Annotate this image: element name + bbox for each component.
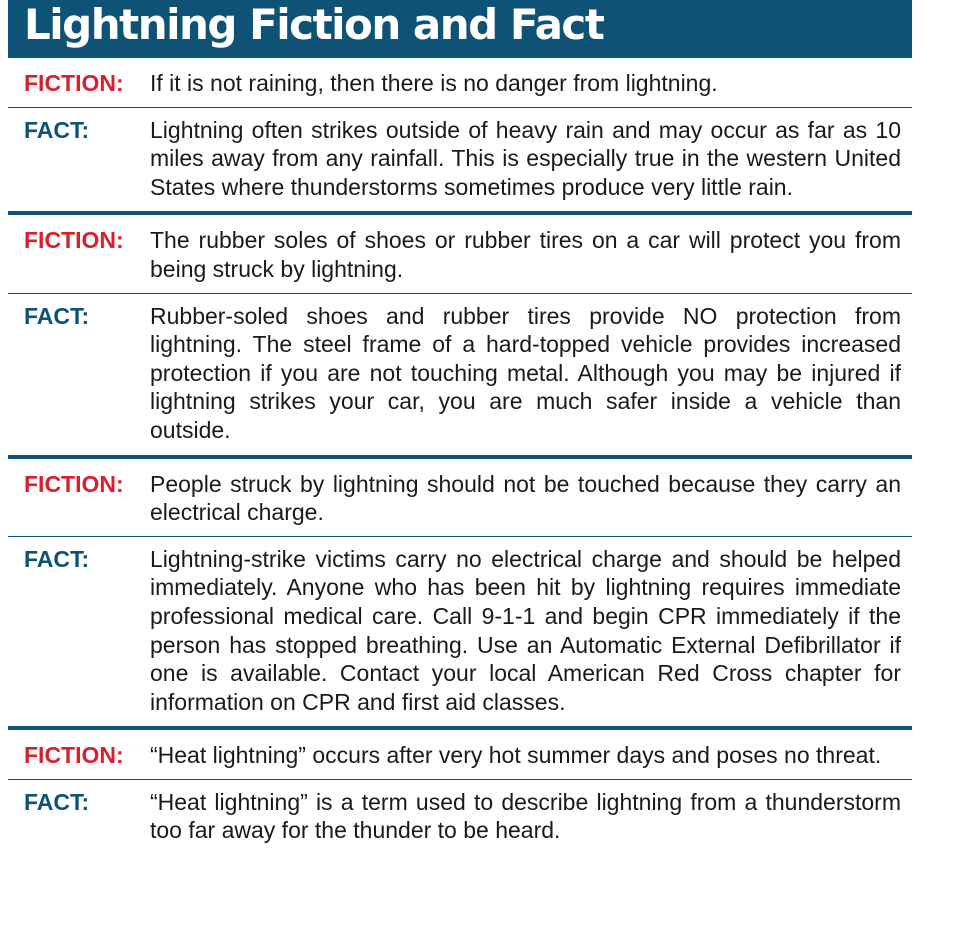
fiction-text: The rubber soles of shoes or rubber tires on a car will protect you from being struck by lightning. <box>150 227 901 282</box>
fact-label: FACT: <box>24 788 90 815</box>
fiction-row-3 <box>8 459 912 536</box>
fact-label: FACT: <box>24 302 90 329</box>
fiction-fact-list <box>8 58 912 855</box>
fact-label: FACT: <box>24 116 90 143</box>
fiction-row-4 <box>8 730 912 779</box>
fact-text: Rubber-soled shoes and rubber tires provide NO protection from lightning. The steel frame of a hard-topped vehicle provides increased protection if you are not touching metal. Although you may be injured if lightning strikes your car, you are much safer inside a vehicle than outside. <box>150 302 901 443</box>
fiction-label: FICTION: <box>24 70 124 96</box>
fact-text: Lightning-strike victims carry no electrical charge and should be helped immediately. Anyone who has been hit by lightning requires immediate professional medical care. Call 9-1-1 and begin CPR immediately if the person has stopped breathing. Use an Automatic External Defibrillator if one is available. Contact your local American Red Cross chapter for information on CPR and first aid classes. <box>150 545 901 715</box>
fiction-label: FICTION: <box>24 227 124 254</box>
title-banner <box>8 0 912 58</box>
fiction-label: FICTION: <box>24 470 124 497</box>
fiction-text: If it is not raining, then there is no danger from lightning. <box>150 70 718 96</box>
fact-row-3 <box>8 537 912 727</box>
fiction-row-2 <box>8 215 912 292</box>
fiction-row-1 <box>8 58 912 107</box>
fiction-text: “Heat lightning” occurs after very hot summer days and poses no threat. <box>150 742 882 769</box>
fact-text: Lightning often strikes outside of heavy rain and may occur as far as 10 miles away from any rainfall. This is especially true in the western United States where thunderstorms sometimes produce very little rain. <box>150 116 901 200</box>
page-title: Lightning Fiction and Fact <box>24 0 604 49</box>
fact-row-1 <box>8 108 912 212</box>
fact-row-4 <box>8 780 912 855</box>
fiction-label: FICTION: <box>24 742 124 769</box>
fiction-text: People struck by lightning should not be touched because they carry an electrical charge. <box>150 470 901 526</box>
fact-text: “Heat lightning” is a term used to describe lightning from a thunderstorm too far away for the thunder to be heard. <box>150 788 901 844</box>
fact-label: FACT: <box>24 545 90 572</box>
fact-row-2 <box>8 294 912 455</box>
